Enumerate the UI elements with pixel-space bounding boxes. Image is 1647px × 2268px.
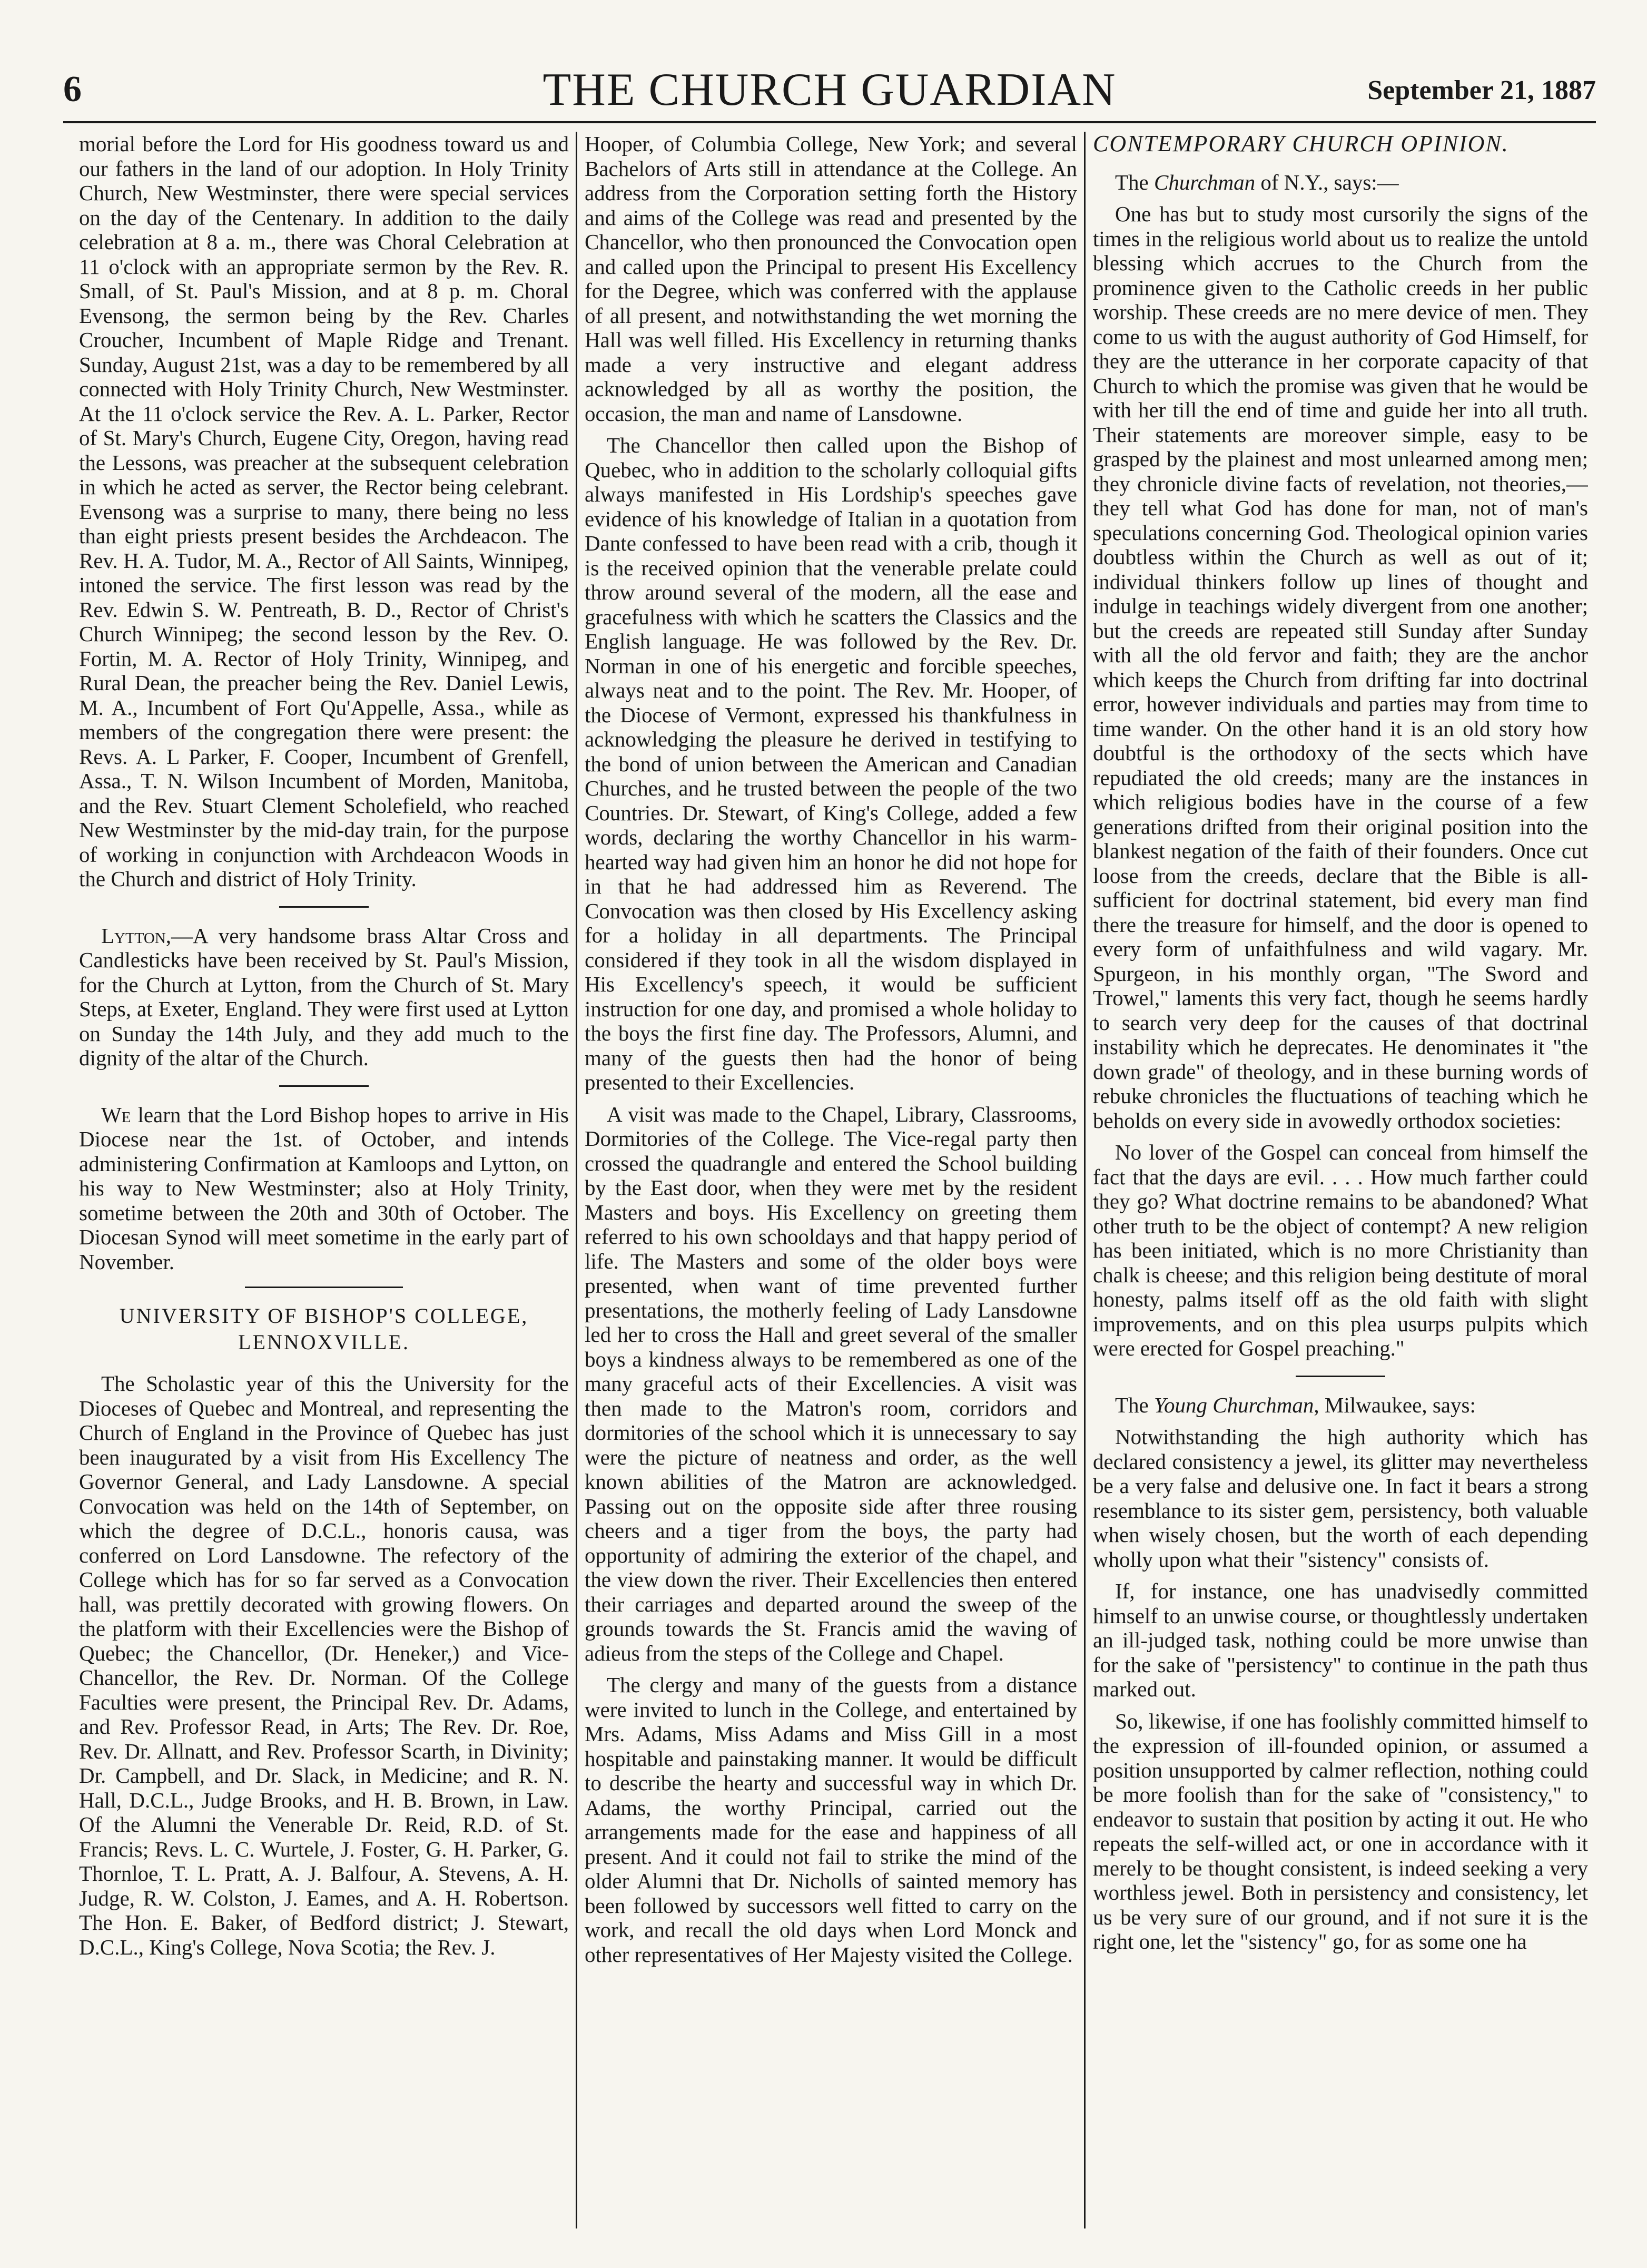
young-churchman-quote-3: So, likewise, if one has foolishly committed himself to the expression of ill-founded opinion, or assumed a position unsupported by calmer reflection, nothing could be more foolish than for the sake of "consistency," to endeavor to sustain that position by acting it out. He who repeats the self-willed act, or one in accordance with it merely to be thought consistent, is indeed seeking a very worthless jewel. Both in persistency and consistency, let us be very sure of our ground, and if not sure it is the right one, let the "sistency" go, for as some one ha bbox=[1093, 1709, 1588, 1953]
issue-date: September 21, 1887 bbox=[1367, 75, 1596, 105]
churchman-quote-2: No lover of the Gospel can conceal from himself the fact that the days are evil. . . . How much farther could they go? What doctrine remains to be abandoned? What other truth to be the object of contempt? A new religion has been initiated, which is no more Christianity than chalk is cheese; and this religion being destitute of moral honesty, palms itself off as the old faith with slight improvements, and on this plea usurps pulpits which were erected for Gospel preaching." bbox=[1093, 1140, 1588, 1360]
we-text: learn that the Lord Bishop hopes to arrive in His Diocese near the 1st. of October, and intends administering Confirmation at Kamloops and Lytton, on his way to New Westminster; also at Holy Trinity, sometime between the 20th and 30th of October. The Diocesan Synod will meet sometime in the early part of November. bbox=[79, 1102, 569, 1274]
young-churchman-quote-1: Notwithstanding the high authority which has declared consistency a jewel, its glitter may nevertheless be a very false and delusive one. In fact it bears a strong resemblance to its sister gem, persistency, both valuable when wisely chosen, but the worth of each depending wholly upon what their "sistency" consists of. bbox=[1093, 1425, 1588, 1572]
lytton-lead: Lytton, bbox=[101, 923, 172, 948]
university-paragraph-1: The Scholastic year of this the University for the Dioceses of Quebec and Montreal, and representing the Church of England in the Province of Quebec has just been inaugurated by a visit from His Excellency The Governor General, and Lady Lansdowne. A special Convocation was held on the 14th of September, on which the degree of D.C.L., honoris causa, was conferred on Lord Lansdowne. The refectory of the College which has for so far served as a Convocation hall, was prettily decorated with growing flowers. On the platform with their Excellencies were the Bishop of Quebec; the Chancellor, (Dr. Heneker,) and Vice-Chancellor, the Rev. Dr. Norman. Of the College Faculties were present, the Principal Rev. Dr. Adams, and Rev. Professor Read, in Arts; The Rev. Dr. Roe, Rev. Dr. Allnatt, and Rev. Professor Scarth, in Divinity; Dr. Campbell, and Dr. Slack, in Medicine; and R. N. Hall, D.C.L., Judge Brooks, and H. B. Brown, in Law. Of the Alumni the Venerable Dr. Reid, R.D. of St. Francis; Revs. L. C. Wurtele, J. Foster, G. H. Parker, G. Thornloe, T. L. Pratt, A. J. Balfour, A. Stevens, A. H. Judge, R. W. Colston, J. Eames, and A. H. Robertson. The Hon. E. Baker, of Bedford district; J. Stewart, D.C.L., King's College, Nova Scotia; the Rev. J. bbox=[79, 1371, 569, 1959]
intro-text: , Milwaukee, says: bbox=[1314, 1392, 1476, 1417]
masthead-title: THE CHURCH GUARDIAN bbox=[543, 64, 1117, 115]
intro-text: of N.Y., says:— bbox=[1255, 170, 1399, 194]
young-churchman-intro bbox=[1093, 1393, 1588, 1418]
page-number: 6 bbox=[63, 69, 82, 110]
westminster-report-paragraph: morial before the Lord for His goodness toward us and our fathers in the land of our adoption. In Holy Trinity Church, New Westminster, there were special services on the day of the Centenary. In addition to the daily celebration at 8 a. m., there was Choral Celebration at 11 o'clock with an appropriate sermon by the Rev. R. Small, of St. Paul's Mission, and at 8 p. m. Choral Evensong, the sermon being by the Rev. Charles Croucher, Incumbent of Maple Ridge and Trenant. Sunday, August 21st, was a day to be remembered by all connected with Holy Trinity Church, New Westminster. At the 11 o'clock service the Rev. A. L. Parker, Rector of St. Mary's Church, Eugene City, Oregon, having read the Lessons, was preacher at the subsequent celebration in which he acted as server, the Rector being celebrant. Evensong was a surprise to many, there being no less than eight priests present besides the Archdeacon. The Rev. H. A. Tudor, M. A., Rector of All Saints, Winnipeg, intoned the service. The first lesson was read by the Rev. Edwin S. W. Pentreath, B. D., Rector of Christ's Church Winnipeg; the second lesson by the Rev. O. Fortin, M. A. Rector of Holy Trinity, Winnipeg, and Rural Dean, the preacher being the Rev. Daniel Lewis, M. A., Incumbent of Fort Qu'Appelle, Assa., while as members of the congregation there were present: the Revs. A. L Parker, F. Cooper, Incumbent of Grenfell, Assa., T. N. Wilson Incumbent of Morden, Manitoba, and the Rev. Stuart Clement Scholefield, who reached New Westminster by the mid-day train, for the purpose of working in conjunction with Archdeacon Woods in the Church and district of Holy Trinity. bbox=[79, 132, 569, 891]
convocation-paragraph-3: A visit was made to the Chapel, Library, Classrooms, Dormitories of the College. The Vice-regal party then crossed the quadrangle and entered the School building by the East door, when they were met by the resident Masters and boys. His Excellency on greeting them referred to his own schooldays and that happy period of life. The Masters and some of the older boys were presented, when want of time prevented further presentations, the motherly feeling of Lady Lansdowne led her to cross the Hall and greet several of the smaller boys a kindness always to be remembered as one of the many graceful acts of their Excellencies. A visit was then made to the Matron's room, corridors and dormitories of the school which it is unnecessary to say were the picture of neatness and order, as the well known abilities of the Matron are acknowledged. Passing out on the opposite side after three rousing cheers and a tiger from the boys, the party had opportunity of admiring the exterior of the chapel, and the view down the river. Their Excellencies then entered their carriages and departed around the sweep of the grounds towards the St. Francis amid the waving of adieus from the steps of the College and Chapel. bbox=[585, 1102, 1077, 1665]
opinion-heading: CONTEMPORARY CHURCH OPINION. bbox=[1093, 132, 1509, 156]
section-divider bbox=[279, 906, 369, 908]
convocation-paragraph-2: The Chancellor then called upon the Bishop of Quebec, who in addition to the scholarly colloquial gifts always manifested in His Lordship's speeches gave evidence of his knowledge of Italian in a quotation from Dante confessed to have been read with a crib, though it is the received opinion that the venerable prelate could throw around several of the modern, all the ease and gracefulness with which he scatters the Classics and the English language. He was followed by the Rev. Dr. Norman in one of his energetic and forcible speeches, always neat and to the point. The Rev. Mr. Hooper, of the Diocese of Vermont, expressed his thankfulness in acknowledging the pleasure he derived in testifying to the bond of union between the American and Canadian Churches, and he trusted between the people of the two Countries. Dr. Stewart, of King's College, added a few words, declaring the worthy Chancellor in his warm-hearted way had given him an honor he did not hope for in that he had addressed him as Reverend. The Convocation was then closed by His Excellency asking for a holiday in all departments. The Principal considered if they took in all the wisdom displayed in His Excellency's speech, it would be sufficient instruction for one day, and promised a whole holiday to the boys the first fine day. The Professors, Alumni, and many of the guests then had the honor of being presented to their Excellencies. bbox=[585, 433, 1077, 1094]
convocation-paragraph-4: The clergy and many of the guests from a distance were invited to lunch in the College, and entertained by Mrs. Adams, Miss Adams and Miss Gill in a most hospitable and painstaking manner. It would be difficult to describe the hearty and successful way in which Dr. Adams, the worthy Principal, carried out the arrangements made for the ease and happiness of all present. And it could not fail to strike the mind of the older Alumni that Dr. Nicholls of sainted memory has been followed by successors well fitted to carry on the work, and recall the old days when Lord Monck and other representatives of Her Majesty visited the College. bbox=[585, 1673, 1077, 1967]
intro-text: The bbox=[1115, 1392, 1154, 1417]
column-rule-2 bbox=[1084, 132, 1086, 2228]
bishop-arrival-paragraph bbox=[79, 1103, 569, 1274]
churchman-quote-1: One has but to study most cursorily the signs of the times in the religious world about us to realize the untold blessing which accrues to the Church from the prominence given to the Catholic creeds in her public worship. These creeds are no mere device of men. They come to us with the august authority of God Himself, for they are the utterance in her corporate capacity of that Church to which the promise was given that he would be with her till the end of time and guide her into all truth. Their statements are moreover simple, easy to be grasped by the plainest and most unlearned among men; they chronicle divine facts of revelation, not theories,—they tell what God has done for man, not of man's speculations concerning God. Theological opinion varies doubtless within the Church as well as out of it; individual thinkers follow up lines of thought and indulge in teachings widely divergent from one another; but the creeds are repeated still Sunday after Sunday with all the old fervor and faith; they are the anchor which keeps the Church from drifting far into doctrinal error, however individuals and parties may from time to time wander. On the other hand it is an old story how doubtful is the orthodoxy of the sects which have repudiated the old creeds; many are the instances in which religious bodies have in the course of a few generations drifted from their original position into the blankest negation of the faith of their founders. Once cut loose from the creeds, declare that the Bible is all-sufficient for doctrinal statement, bid every man find there the treasure for himself, and the door is opened to every form of unfaithfulness and wild vagary. Mr. Spurgeon, in his monthly organ, "The Sword and Trowel," laments this very fact, though he seems hardly to search very deep for the causes of that doctrinal instability which he deprecates. He denominates it "the down grade" of theology, and in these burning words of rebuke chronicles the fluctuations of teaching which he beholds on every side in avowedly orthodox societies: bbox=[1093, 202, 1588, 1133]
we-lead: We bbox=[101, 1102, 131, 1127]
convocation-paragraph-1: Hooper, of Columbia College, New York; and several Bachelors of Arts still in attendance at the College. An address from the Corporation setting forth the History and aims of the College was read and presented by the Chancellor, who then pronounced the Convocation open and called upon the Principal to present His Excellency for the Degree, which was conferred with the applause of all present, and notwithstanding the wet morning the Hall was well filled. His Excellency in returning thanks made a very instructive and elegant address acknowledged by all as worthy the position, the occasion, the man and name of Lansdowne. bbox=[585, 132, 1077, 426]
churchman-intro bbox=[1093, 170, 1588, 195]
section-divider bbox=[279, 1085, 369, 1087]
lytton-text: —A very handsome brass Altar Cross and Candlesticks have been received by St. Paul's Mission, for the Church at Lytton, from the Church of St. Mary Steps, at Exeter, England. They were first used at Lytton on Sunday the 14th July, and they add much to the dignity of the altar of the Church. bbox=[79, 923, 569, 1070]
paper-name: Young Churchman bbox=[1154, 1392, 1314, 1417]
section-divider bbox=[1296, 1376, 1385, 1377]
lytton-paragraph bbox=[79, 924, 569, 1071]
section-divider bbox=[245, 1287, 403, 1288]
column-rule-1 bbox=[576, 132, 577, 2228]
young-churchman-quote-2: If, for instance, one has unadvisedly committed himself to an unwise course, or thoughtlessly undertaken an ill-judged task, nothing could be more unwise than for the sake of "persistency" to continue in the path thus marked out. bbox=[1093, 1579, 1588, 1701]
column-2 bbox=[585, 132, 1077, 2234]
paper-name: Churchman bbox=[1154, 170, 1256, 194]
column-1 bbox=[79, 132, 569, 2234]
university-heading: UNIVERSITY OF BISHOP'S COLLEGE, LENNOXVILLE. bbox=[119, 1304, 529, 1354]
column-3 bbox=[1093, 132, 1588, 2234]
intro-text: The bbox=[1115, 170, 1154, 194]
page-header bbox=[63, 63, 1596, 123]
